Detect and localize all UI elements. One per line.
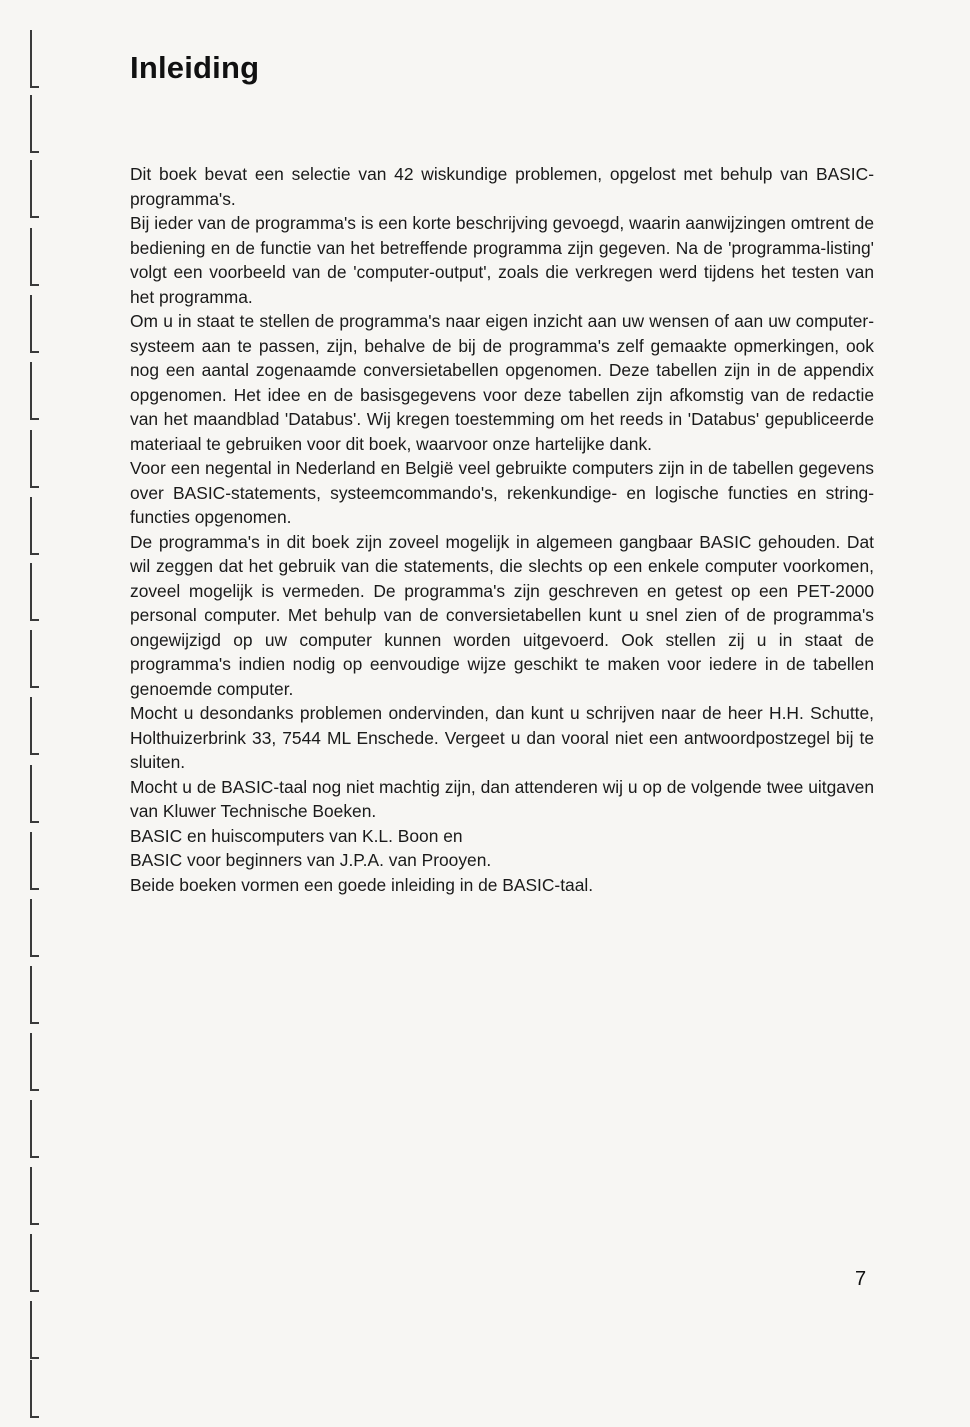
binding-mark bbox=[30, 1100, 39, 1158]
binding-mark bbox=[30, 1234, 39, 1292]
binding-mark bbox=[30, 1033, 39, 1091]
binding-mark bbox=[30, 160, 39, 218]
paragraph: Mocht u desondanks problemen ondervinden, dan kunt u schrijven naar de heer H.H. Schutte, Holthuizerbrink 33, 7544 ML Enschede. Vergeet u dan vooral niet een antwoordpostzegel bij te sluiten. bbox=[130, 703, 874, 772]
page-number: 7 bbox=[855, 1268, 867, 1290]
binding-mark bbox=[30, 563, 39, 621]
body-text bbox=[130, 162, 874, 897]
binding-mark bbox=[30, 30, 39, 88]
binding-mark bbox=[30, 966, 39, 1024]
binding-mark bbox=[30, 295, 39, 353]
paragraph: Voor een negental in Nederland en België veel gebruikte computers zijn in de tabellen gegevens over BASIC-statements, systeemcommando's, rekenkundige- en logische functies en string-functies opgenomen. bbox=[130, 458, 874, 527]
binding-mark bbox=[30, 1360, 39, 1418]
paragraph: Bij ieder van de programma's is een korte beschrijving gevoegd, waarin aanwijzingen omtrent de bediening en de functie van het betreffende programma zijn gegeven. Na de 'programma-listing' volgt een voorbeeld van de 'computer-output', zoals die verkregen werd tijdens het testen van het programma. bbox=[130, 213, 874, 307]
paragraph: Dit boek bevat een selectie van 42 wiskundige problemen, opgelost met behulp van BASIC-programma's. bbox=[130, 164, 874, 209]
paragraph: Om u in staat te stellen de programma's naar eigen inzicht aan uw wensen of aan uw computer-systeem aan te passen, zijn, behalve de bij de programma's zelf gemaakte opmerkingen, ook nog een aantal zogenaamde conversietabellen opgenomen. Deze tabellen zijn in de appendix opgenomen. Het idee en de basisgegevens voor deze tabellen zijn afkomstig van de redactie van het maandblad 'Databus'. Wij kregen toestemming om het reeds in 'Databus' gepubliceerde materiaal te gebruiken voor dit boek, waarvoor onze hartelijke dank. bbox=[130, 311, 874, 454]
binding-mark bbox=[30, 430, 39, 488]
binding-mark bbox=[30, 1167, 39, 1225]
binding-mark bbox=[30, 630, 39, 688]
page-title: Inleiding bbox=[130, 50, 260, 85]
binding-mark bbox=[30, 362, 39, 420]
paragraph: BASIC en huiscomputers van K.L. Boon en bbox=[130, 825, 463, 846]
paragraph: Beide boeken vormen een goede inleiding in de BASIC-taal. bbox=[130, 874, 594, 895]
binding-mark bbox=[30, 832, 39, 890]
binding-mark bbox=[30, 697, 39, 755]
paragraph: De programma's in dit boek zijn zoveel mogelijk in algemeen gangbaar BASIC gehouden. Dat wil zeggen dat het gebruik van die statements, die slechts op een enkele computer voorkomen, zoveel mogelijk is vermeden. De programma's zijn geschreven en getest op een PET-2000 personal computer. Met behulp van de conversietabellen kunt u snel zien of de programma's ongewijzigd op uw computer kunnen worden uitgevoerd. Ook stellen zij u in staat de programma's indien nodig op eenvoudige wijze geschikt te maken voor iedere in de tabellen genoemde computer. bbox=[130, 531, 874, 699]
binding-mark bbox=[30, 228, 39, 286]
binding-mark bbox=[30, 497, 39, 555]
binding-mark bbox=[30, 765, 39, 823]
paragraph: BASIC voor beginners van J.P.A. van Prooyen. bbox=[130, 850, 492, 870]
binding-mark bbox=[30, 899, 39, 957]
binding-mark bbox=[30, 95, 39, 153]
paragraph: Mocht u de BASIC-taal nog niet machtig zijn, dan attenderen wij u op de volgende twee uitgaven van Kluwer Technische Boeken. bbox=[130, 776, 874, 821]
binding-holes bbox=[0, 0, 60, 1427]
binding-mark bbox=[30, 1301, 39, 1359]
